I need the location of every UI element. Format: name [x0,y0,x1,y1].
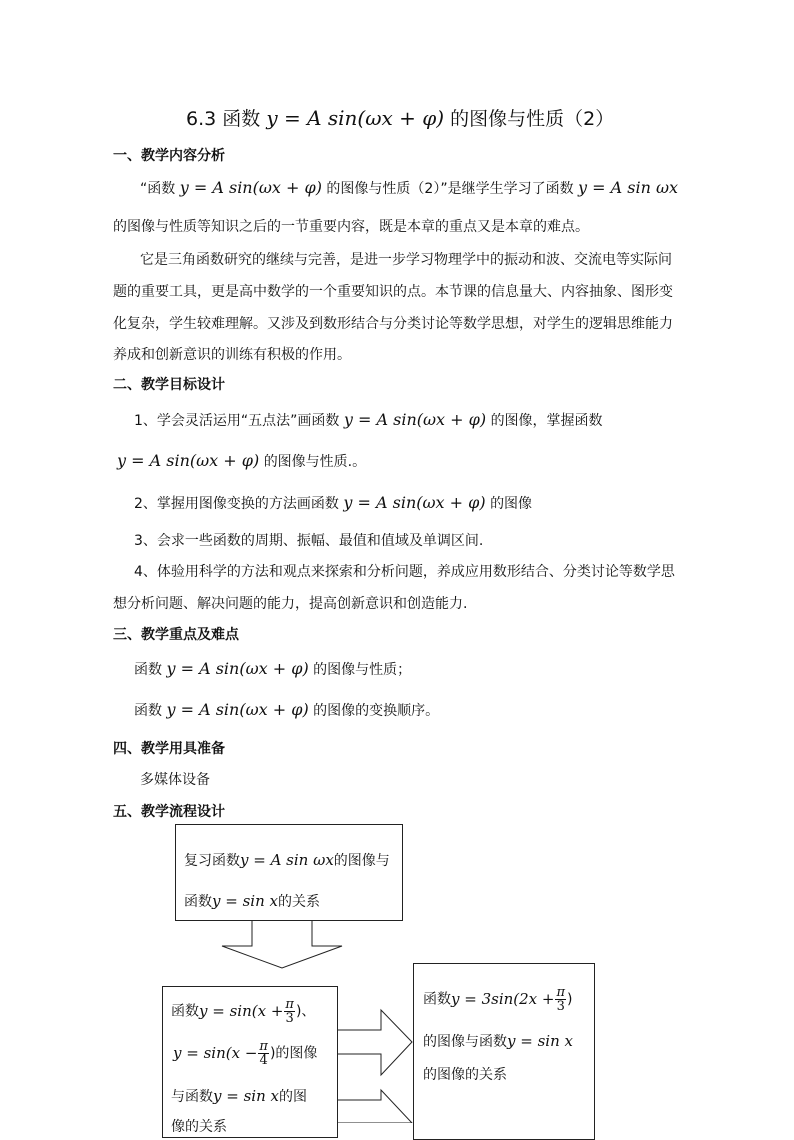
section5-heading: 五、教学流程设计 [113,804,225,820]
tool-item: 多媒体设备 [140,772,210,788]
section1-p2-line3: 化复杂，学生较难理解。又涉及到数形结合与分类讨论等数学思想，对学生的逻辑思维能力 [113,316,673,332]
section1-p2-line1: 它是三角函数研究的继续与完善，是进一步学习物理学中的振动和波、交流电等实际问 [140,252,672,268]
goal-1-line1: 1、学会灵活运用“五点法”画函数 y = A sin(ωx + φ) 的图像，掌握函数 [134,410,603,429]
formula-general: y = A sin(ωx + φ) [179,178,322,197]
box2-line2: y = sin(x − $\frac{\pi}{4}$ )的图像 [173,1039,318,1068]
formula-omega: y = A sin ωx [578,178,679,197]
fraction-pi-4: $\frac{\pi}{4}$ [259,1039,268,1068]
box1-line1: 复习函数y = A sin ωx的图像与 [184,851,390,869]
box3-line2: 的图像与函数y = sin x [423,1032,573,1050]
keypoint-1: 函数 y = A sin(ωx + φ) 的图像与性质； [134,659,412,678]
goal-3: 3、会求一些函数的周期、振幅、最值和值域及单调区间. [134,533,484,549]
section1-p2-line4: 养成和创新意识的训练有积极的作用。 [113,347,351,363]
box1-line2: 函数y = sin x的关系 [184,892,320,910]
keypoint-2: 函数 y = A sin(ωx + φ) 的图像的变换顺序。 [134,700,440,719]
box2-line4: 像的关系 [171,1119,227,1135]
right-arrow-upper [337,1010,412,1075]
goal-1-line2: y = A sin(ωx + φ) 的图像与性质.。 [117,451,367,470]
goal-4-line2: 想分析问题、解决问题的能力，提高创新意识和创造能力. [113,596,468,612]
section1-p1-line1: “函数 y = A sin(ωx + φ) 的图像与性质（2）”是继学生学习了函数 y = A sin ωx [140,178,679,197]
title-prefix: 6.3 函数 [186,108,261,130]
fraction-pi-3-b: $\frac{\pi}{3}$ [556,985,566,1014]
section1-heading: 一、教学内容分析 [113,148,225,164]
right-arrow-lower [337,1090,412,1123]
section2-heading: 二、教学目标设计 [113,377,225,393]
title-formula: y = A sin(ωx + φ) [266,106,445,130]
fraction-pi-3: $\frac{\pi}{3}$ [285,997,294,1026]
down-arrow [222,920,342,968]
title-suffix: 的图像与性质（2） [450,108,615,130]
goal-4-line1: 4、体验用科学的方法和观点来探索和分析问题，养成应用数形结合、分类讨论等数学思 [134,564,675,580]
section1-p1-line2: 的图像与性质等知识之后的一节重要内容，既是本章的重点又是本章的难点。 [113,219,589,235]
box2-line3: 与函数y = sin x的图 [171,1087,307,1105]
section1-p2-line2: 题的重要工具，更是高中数学的一个重要知识的点。本节课的信息量大、内容抽象、图形变 [113,284,673,300]
goal-2: 2、掌握用图像变换的方法画函数 y = A sin(ωx + φ) 的图像 [134,493,533,512]
box2-line1: 函数y = sin(x + $\frac{\pi}{3}$ )、 [171,997,316,1026]
box3-line3: 的图像的关系 [423,1067,507,1083]
section3-heading: 三、教学重点及难点 [113,627,239,643]
box3-line1: 函数y = 3sin(2x + $\frac{\pi}{3}$ ) [423,985,573,1014]
section4-heading: 四、教学用具准备 [113,741,225,757]
